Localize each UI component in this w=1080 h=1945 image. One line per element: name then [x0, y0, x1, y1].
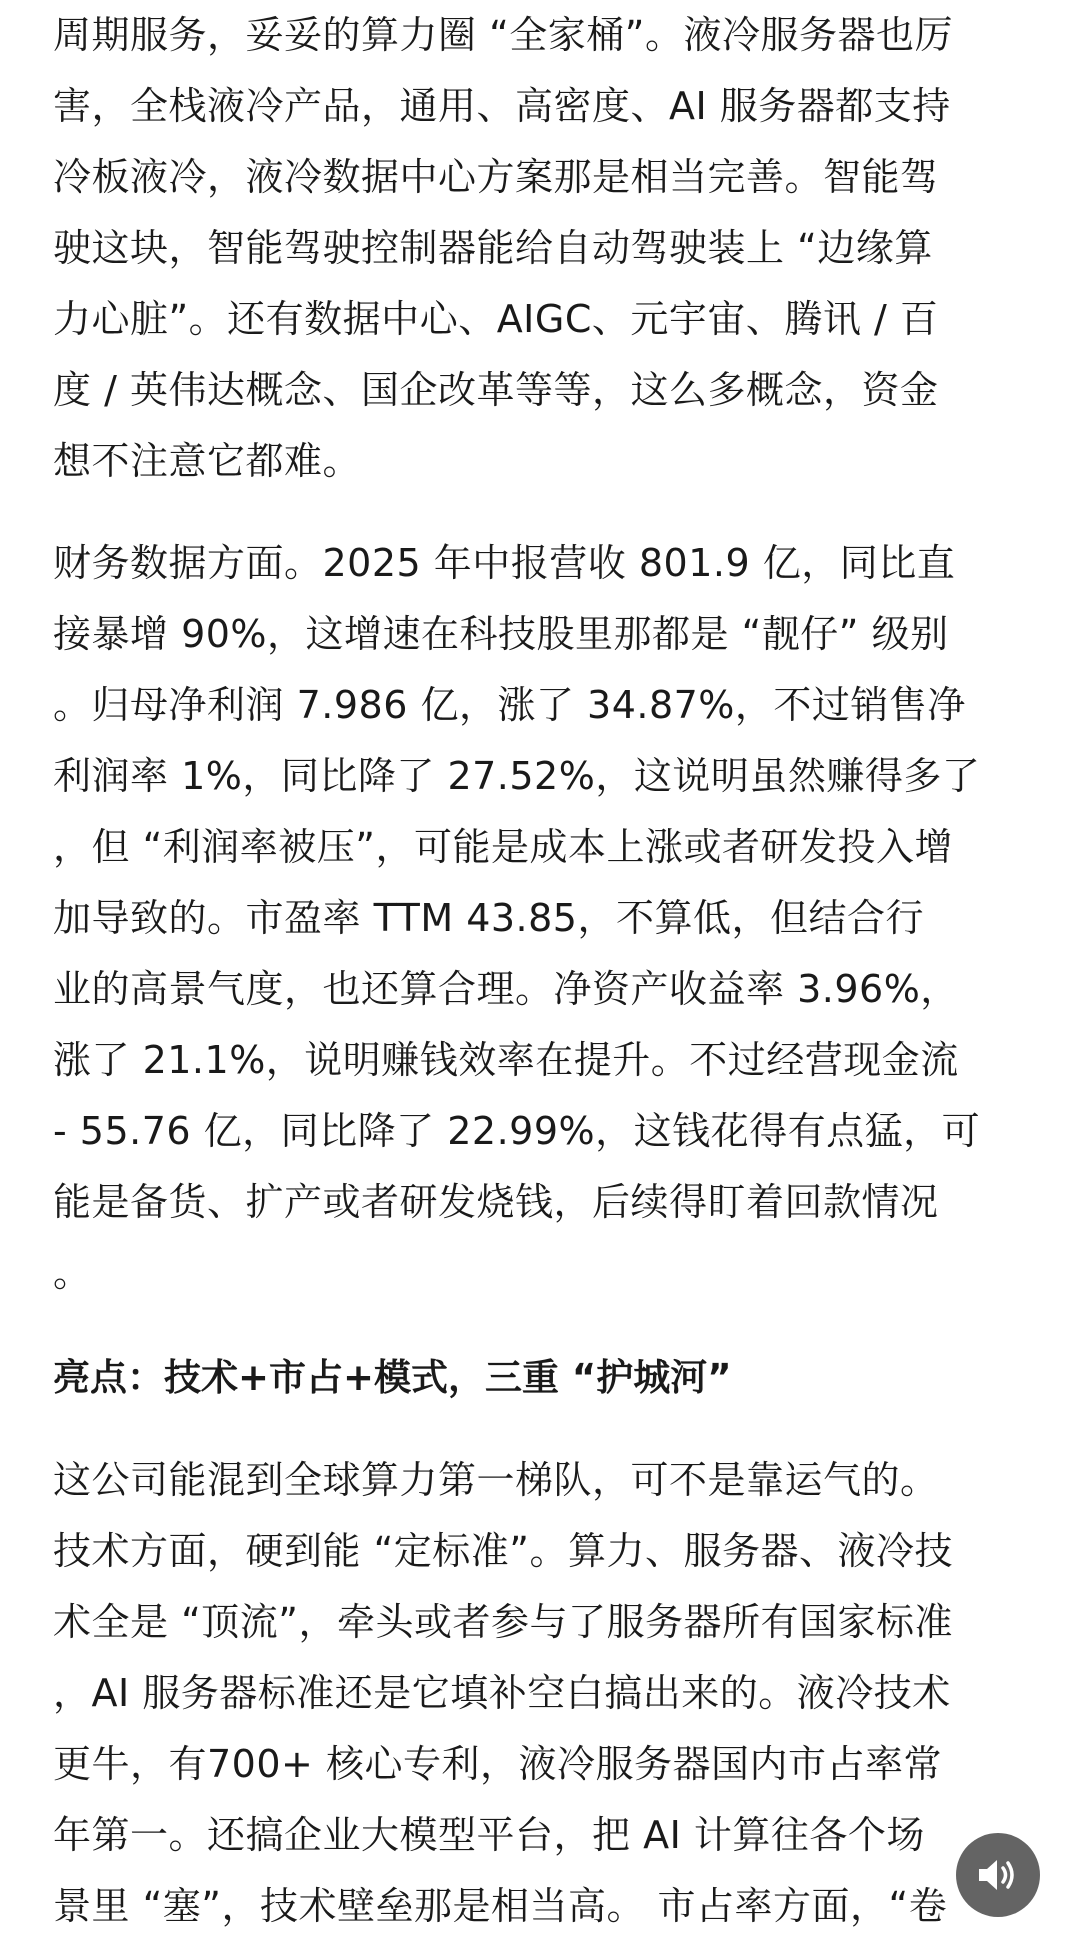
paragraph-financials: [53, 528, 1033, 1309]
para2-line: 能是备货、扩产或者研发烧钱，后续得盯着回款情况: [53, 1180, 939, 1224]
para2-line: 接暴增 90%，这增速在科技股里那都是 “靓仔” 级别: [53, 612, 949, 656]
para2-line: ，但 “利润率被压”，可能是成本上涨或者研发投入增: [53, 825, 953, 869]
para1-line: 周期服务，妥妥的算力圈 “全家桶”。液冷服务器也厉: [53, 13, 953, 57]
para3-line: 景里 “塞”，技术壁垒那是相当高。 市占率方面，“卷: [53, 1884, 948, 1928]
para1-line: 害，全栈液冷产品，通用、高密度、AI 服务器都支持: [53, 84, 951, 128]
para3-line: ，AI 服务器标准还是它填补空白搞出来的。液冷技术: [53, 1671, 951, 1715]
para3-line: 更牛，有700+ 核心专利，液冷服务器国内市占率常: [53, 1742, 942, 1786]
para3-line: 年第一。还搞企业大模型平台，把 AI 计算往各个场: [53, 1813, 925, 1857]
para3-line: 技术方面，硬到能 “定标准”。算力、服务器、液冷技: [53, 1529, 953, 1573]
para2-line: 涨了 21.1%，说明赚钱效率在提升。不过经营现金流: [53, 1038, 959, 1082]
para2-line: 。: [53, 1251, 92, 1295]
para2-line: 加导致的。市盈率 TTM 43.85，不算低，但结合行: [53, 896, 924, 940]
paragraph-concepts: [53, 0, 1033, 497]
para2-line: 财务数据方面。2025 年中报营收 801.9 亿，同比直: [53, 541, 956, 585]
para2-line: 。归母净利润 7.986 亿，涨了 34.87%，不过销售净: [53, 683, 966, 727]
para2-line: 利润率 1%，同比降了 27.52%，这说明虽然赚得多了: [53, 754, 981, 798]
paragraph-highlights: [53, 1445, 1033, 1942]
audio-read-button[interactable]: [956, 1833, 1040, 1917]
para3-line: 这公司能混到全球算力第一梯队，可不是靠运气的。: [53, 1458, 939, 1502]
para1-line: 想不注意它都难。: [53, 439, 362, 483]
para1-line: 驶这块，智能驾驶控制器能给自动驾驶装上 “边缘算: [53, 226, 933, 270]
para1-line: 度 / 英伟达概念、国企改革等等，这么多概念，资金: [53, 368, 939, 412]
para3-line: 术全是 “顶流”，牵头或者参与了服务器所有国家标准: [53, 1600, 953, 1644]
para2-line: 业的高景气度，也还算合理。净资产收益率 3.96%，: [53, 967, 959, 1011]
para1-line: 冷板液冷，液冷数据中心方案那是相当完善。智能驾: [53, 155, 939, 199]
section-heading: 亮点：技术+市占+模式，三重 “护城河”: [53, 1356, 732, 1399]
para2-line: - 55.76 亿，同比降了 22.99%，这钱花得有点猛，可: [53, 1109, 981, 1153]
para1-line: 力心脏”。还有数据中心、AIGC、元宇宙、腾讯 / 百: [53, 297, 939, 341]
speaker-icon: [975, 1855, 1021, 1895]
